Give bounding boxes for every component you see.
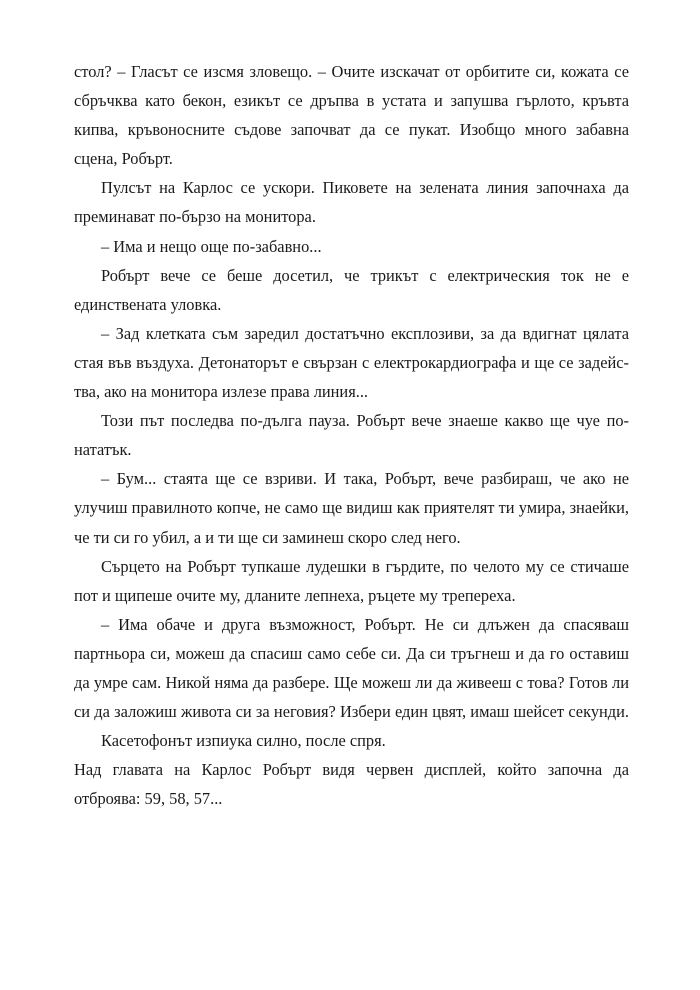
text-line: си да заложиш живота си за неговия? Избери един цвят, имаш шейсет секунди. [74, 702, 629, 722]
text-line: улучиш правилното копче, не само ще видиш как приятелят ти умира, знаейки, [74, 498, 629, 518]
text-line: – Зад клетката съм заредил достатъчно експлозиви, за да вдигнат цялата [101, 323, 629, 343]
text-line: партньора си, можеш да спасиш само себе си. Да си тръгнеш и да го оставиш [74, 643, 629, 663]
text-line: тва, ако на монитора излезе права линия... [74, 382, 369, 402]
text-line: Този път последва по-дълга пауза. Робърт вече знаеше какво ще чуе по- [101, 411, 629, 431]
body-text [74, 57, 629, 813]
text-line: Касетофонът изпиука силно, после спря. [101, 731, 386, 751]
text-line: нататък. [74, 440, 132, 460]
text-line: – Има обаче и друга възможност, Робърт. Не си длъжен да спасяваш [101, 614, 629, 634]
text-line: да умре сам. Никой няма да разбере. Ще можеш ли да живееш с това? Готов ли [74, 672, 629, 692]
text-line: Пулсът на Карлос се ускори. Пиковете на зелената линия започнаха да [101, 178, 629, 198]
text-line: кипва, кръвоносните съдове започват да се пукат. Изобщо много забавна [74, 120, 629, 140]
text-line: стол? – Гласът се изсмя зловещо. – Очите изскачат от орбитите си, кожата се [74, 62, 629, 81]
text-line: Над главата на Карлос Робърт видя червен дисплей, който започна да [74, 760, 629, 780]
text-line: преминават по-бързо на монитора. [74, 207, 316, 227]
text-line: сцена, Робърт. [74, 149, 173, 169]
text-line: че ти си го убил, а и ти ще си заминеш скоро след него. [74, 527, 461, 547]
text-line: сбръчква като бекон, езикът се дръпва в устата и запушва гърлото, кръвта [74, 91, 629, 111]
text-line: – Има и нещо още по-забавно... [101, 236, 322, 256]
text-line: – Бум... стаята ще се взриви. И така, Робърт, вече разбираш, че ако не [101, 469, 629, 489]
text-line: единствената уловка. [74, 294, 222, 314]
text-line: Сърцето на Робърт тупкаше лудешки в гърдите, по челото му се стичаше [101, 556, 629, 576]
text-line: стая във въздуха. Детонаторът е свързан с електрокардиографа и ще се задейс- [74, 352, 629, 372]
text-line: Робърт вече се беше досетил, че трикът с електрическия ток не е [101, 265, 629, 285]
text-line: пот и щипеше очите му, дланите лепнеха, ръцете му трепереха. [74, 585, 516, 605]
text-line: отброява: 59, 58, 57... [74, 789, 223, 809]
